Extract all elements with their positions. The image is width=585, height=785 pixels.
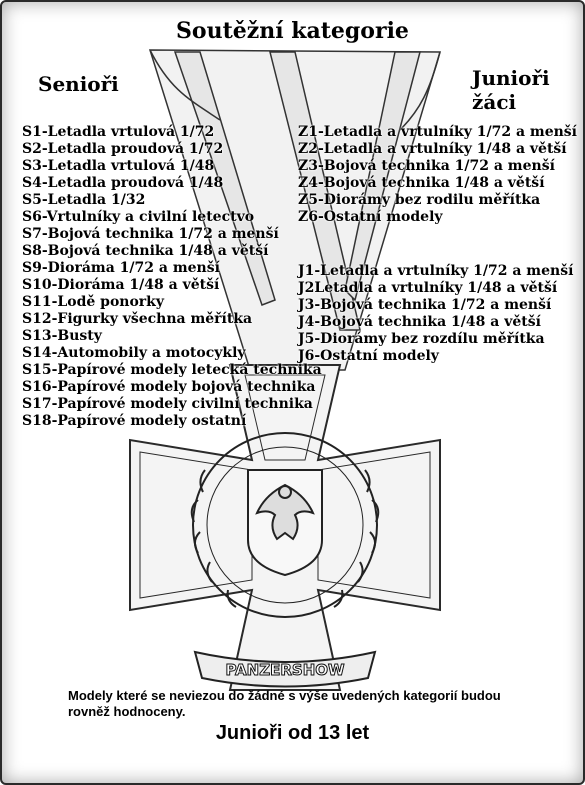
- juniors-category-list: [298, 263, 573, 365]
- medal-banner-text: PANZERSHOW: [225, 661, 345, 679]
- footer-age-note: Junioři od 13 let: [215, 722, 370, 744]
- senior-category-item: S17-Papírové modely civilní technika: [22, 396, 313, 412]
- juniors-heading-line2: žáci: [472, 90, 517, 114]
- pupil-category-item: Z6-Ostatní modely: [298, 209, 443, 225]
- seniors-heading: Senioři: [38, 72, 119, 96]
- senior-category-item: S7-Bojová technika 1/72 a menší: [22, 226, 279, 242]
- senior-category-item: S18-Papírové modely ostatní: [22, 413, 247, 429]
- note-text: Modely které se neviezou do žádné s výše uvedených kategorií budou rovněž hodnoceny.: [68, 688, 501, 719]
- eagle-shield: [248, 470, 322, 575]
- senior-category-item: S1-Letadla vrtulová 1/72: [22, 124, 215, 140]
- page-title: Soutěžní kategorie: [176, 18, 409, 44]
- junior-category-item: J6-Ostatní modely: [298, 348, 439, 364]
- senior-category-item: S14-Automobily a motocykly: [22, 345, 246, 361]
- pupil-category-item: Z1-Letadla a vrtulníky 1/72 a menší: [298, 124, 577, 140]
- juniors-heading-line1: Junioři: [472, 66, 550, 90]
- pupil-category-item: Z5-Diorámy bez rodilu měřítka: [298, 192, 541, 208]
- senior-category-item: S4-Letadla proudová 1/48: [22, 175, 224, 191]
- junior-category-item: J5-Diorámy bez rozdílu měřítka: [298, 331, 545, 347]
- seniors-category-list: [22, 124, 322, 430]
- pupils-category-list: [298, 124, 577, 226]
- senior-category-item: S3-Letadla vrtulová 1/48: [22, 158, 215, 174]
- senior-category-item: S2-Letadla proudová 1/72: [22, 141, 224, 157]
- junior-category-item: J3-Bojová technika 1/72 a menší: [298, 297, 552, 313]
- pupil-category-item: Z4-Bojová technika 1/48 a větší: [298, 175, 545, 191]
- senior-category-item: S12-Figurky všechna měřítka: [22, 311, 253, 327]
- junior-category-item: J4-Bojová technika 1/48 a větší: [298, 314, 541, 330]
- senior-category-item: S9-Dioráma 1/72 a menší: [22, 260, 220, 276]
- pupil-category-item: Z3-Bojová technika 1/72 a menší: [298, 158, 555, 174]
- senior-category-item: S16-Papírové modely bojová technika: [22, 379, 316, 395]
- junior-category-item: J1-Letadla a vrtulníky 1/72 a menší: [298, 263, 574, 279]
- pupil-category-item: Z2-Letadla a vrtulníky 1/48 a větší: [298, 141, 567, 157]
- senior-category-item: S13-Busty: [22, 328, 102, 344]
- senior-category-item: S15-Papírové modely letecká technika: [22, 362, 322, 378]
- senior-category-item: S6-Vrtulníky a civilní letectvo: [22, 209, 255, 225]
- juniors-heading: [472, 66, 550, 114]
- senior-category-item: S8-Bojová technika 1/48 a větší: [22, 243, 269, 259]
- senior-category-item: S10-Dioráma 1/48 a větší: [22, 277, 220, 293]
- junior-category-item: J2Letadla a vrtulníky 1/48 a větší: [298, 280, 558, 296]
- senior-category-item: S5-Letadla 1/32: [22, 192, 146, 208]
- senior-category-item: S11-Lodě ponorky: [22, 294, 165, 310]
